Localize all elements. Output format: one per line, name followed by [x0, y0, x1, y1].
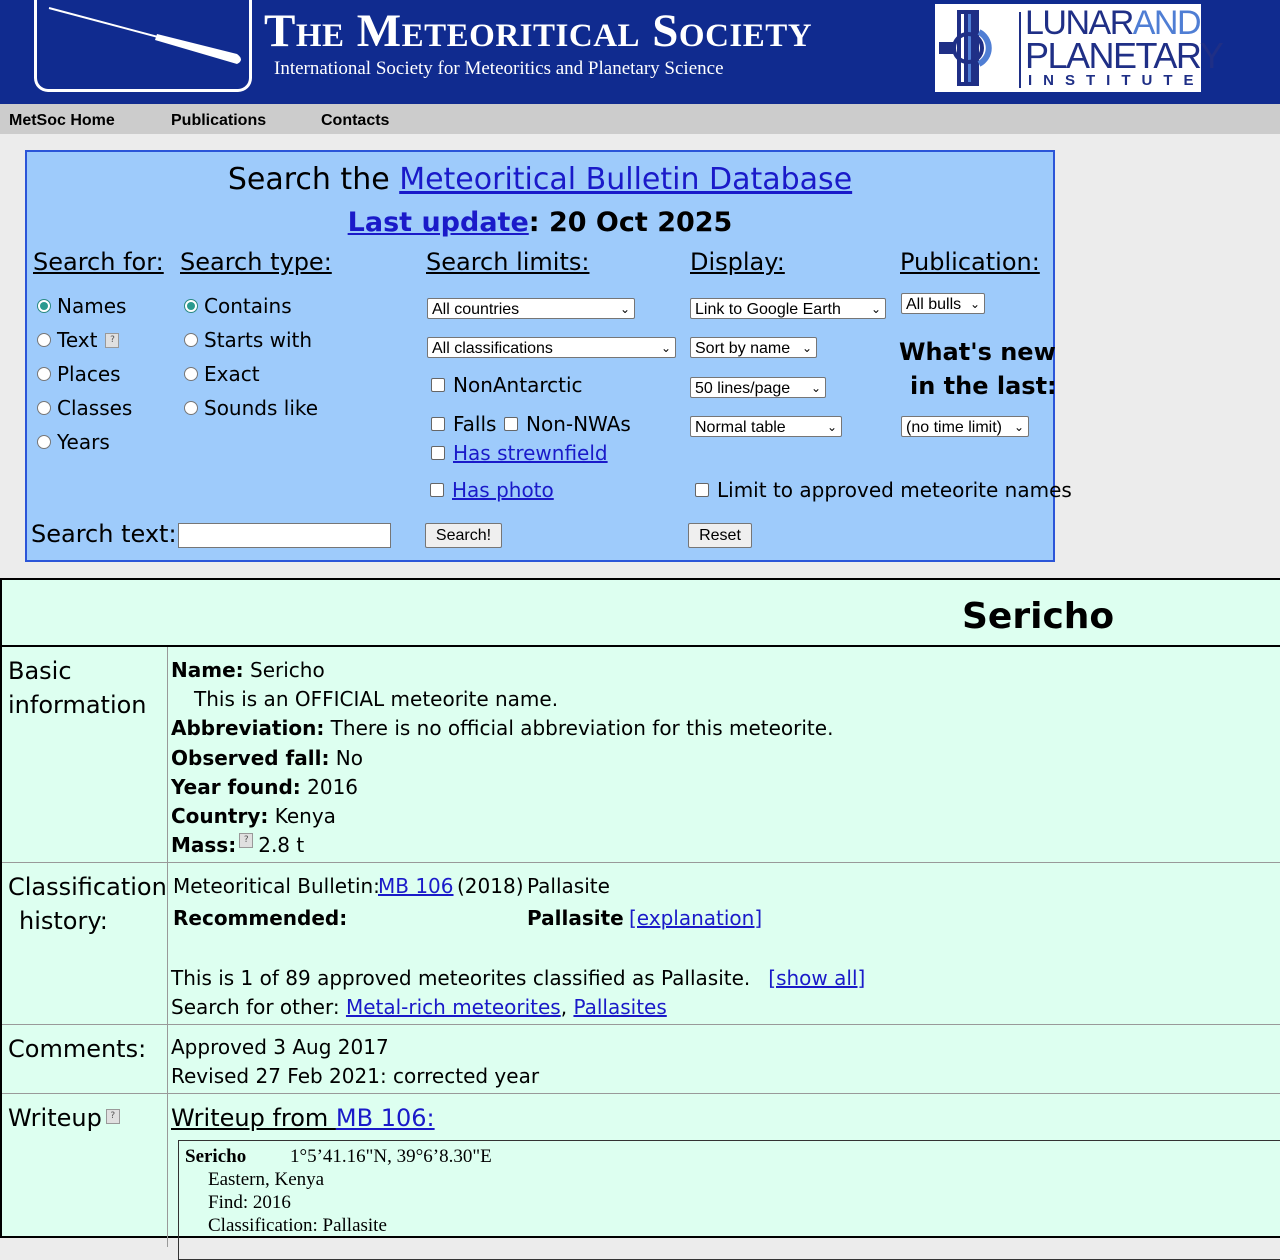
- mb-year: (2018): [457, 874, 524, 898]
- last-update: Last update: 20 Oct 2025: [347, 207, 733, 238]
- mb-106-link[interactable]: MB 106: [378, 874, 454, 898]
- lpi-logo[interactable]: [935, 4, 1223, 92]
- mb-label: Meteoritical Bulletin:: [173, 874, 380, 898]
- help-icon[interactable]: ?: [239, 833, 253, 848]
- lpi-line-3: INSTITUTE: [1028, 72, 1205, 89]
- photo-link[interactable]: Has photo: [452, 478, 554, 502]
- recommended-value: Pallasite: [527, 906, 624, 930]
- database-link[interactable]: Meteoritical Bulletin Database: [399, 162, 853, 197]
- radio-starts-with[interactable]: Starts with: [184, 328, 312, 352]
- table-style-select[interactable]: Normal table ⌄: [690, 416, 842, 437]
- nav-metsoc-home[interactable]: MetSoc Home: [9, 112, 115, 129]
- radio-dot[interactable]: [37, 435, 51, 449]
- search-for-heading: Search for:: [33, 248, 164, 276]
- basic-info-label: Basic information: [8, 657, 147, 719]
- column-divider: [167, 647, 168, 1247]
- whats-new-label-1: What's new: [899, 338, 1056, 366]
- search-text-input[interactable]: [178, 523, 391, 548]
- country-select[interactable]: All countries ⌄: [427, 298, 635, 319]
- observed-fall-row: Observed fall: No: [171, 746, 363, 770]
- sort-select[interactable]: Sort by name ⌄: [690, 337, 817, 358]
- time-limit-select[interactable]: (no time limit) ⌄: [901, 416, 1029, 437]
- non-nwas-checkbox[interactable]: Non-NWAs: [504, 412, 631, 436]
- chevron-down-icon: ⌄: [619, 302, 630, 316]
- checkbox-box[interactable]: [504, 417, 518, 431]
- chevron-down-icon: ⌄: [660, 341, 671, 355]
- chevron-down-icon: ⌄: [801, 341, 812, 355]
- pallasites-link[interactable]: Pallasites: [573, 995, 667, 1019]
- row-divider: [2, 1024, 1280, 1025]
- radio-classes[interactable]: Classes: [37, 396, 132, 420]
- classification-select[interactable]: All classifications ⌄: [427, 337, 676, 358]
- help-icon[interactable]: ?: [105, 333, 119, 348]
- radio-dot[interactable]: [184, 367, 198, 381]
- radio-dot[interactable]: [37, 367, 51, 381]
- radio-contains[interactable]: Contains: [184, 294, 292, 318]
- chevron-down-icon: ⌄: [870, 302, 881, 316]
- whats-new-label-2: in the last:: [910, 372, 1057, 400]
- meteorite-record: [0, 578, 1280, 1238]
- abbreviation-row: Abbreviation: There is no official abbreviation for this meteorite.: [171, 716, 834, 740]
- bulls-select[interactable]: All bulls ⌄: [901, 293, 985, 314]
- nav-bar: [0, 104, 1280, 134]
- radio-names[interactable]: Names: [37, 294, 126, 318]
- radio-text[interactable]: Text ?: [37, 328, 119, 352]
- lines-per-page-select[interactable]: 50 lines/page ⌄: [690, 377, 826, 398]
- help-icon[interactable]: ?: [106, 1109, 120, 1124]
- nav-contacts[interactable]: Contacts: [321, 112, 390, 129]
- falls-checkbox[interactable]: Falls: [431, 412, 496, 436]
- year-found-row: Year found: 2016: [171, 775, 359, 799]
- society-title: The Meteoritical Society: [264, 5, 813, 57]
- radio-sounds-like[interactable]: Sounds like: [184, 396, 318, 420]
- radio-dot[interactable]: [184, 401, 198, 415]
- photo-checkbox[interactable]: [430, 478, 554, 502]
- last-update-link[interactable]: Last update: [347, 207, 529, 238]
- strewnfield-checkbox[interactable]: [431, 441, 608, 465]
- name-row: Name: Sericho: [171, 658, 325, 682]
- comment-approved: Approved 3 Aug 2017: [171, 1035, 389, 1059]
- display-heading: Display:: [690, 248, 785, 276]
- lpi-line-2: PLANETARY: [1025, 35, 1223, 76]
- writeup-classification: Classification: Pallasite: [208, 1215, 387, 1236]
- site-header: [0, 0, 1280, 104]
- lpi-divider: [1019, 12, 1021, 88]
- radio-dot[interactable]: [37, 299, 51, 313]
- display-select[interactable]: Link to Google Earth ⌄: [690, 298, 886, 319]
- metal-rich-link[interactable]: Metal-rich meteorites: [345, 995, 561, 1019]
- writeup-label: Writeup ?: [8, 1101, 120, 1135]
- search-title: Search the Meteoritical Bulletin Database: [227, 162, 853, 197]
- search-limits-heading: Search limits:: [426, 248, 590, 276]
- checkbox-box[interactable]: [431, 446, 445, 460]
- search-button[interactable]: Search!: [425, 523, 502, 548]
- row-divider: [2, 1093, 1280, 1094]
- mb-class: Pallasite: [527, 874, 610, 898]
- radio-dot[interactable]: [184, 299, 198, 313]
- writeup-mb-link[interactable]: MB 106:: [335, 1104, 435, 1132]
- radio-years[interactable]: Years: [37, 430, 110, 454]
- comments-label: Comments:: [8, 1035, 147, 1063]
- radio-dot[interactable]: [184, 333, 198, 347]
- search-text-label: Search text:: [31, 520, 177, 548]
- radio-dot[interactable]: [37, 333, 51, 347]
- checkbox-box[interactable]: [695, 483, 709, 497]
- radio-dot[interactable]: [37, 401, 51, 415]
- country-row: Country: Kenya: [171, 804, 336, 828]
- lpi-mark-icon: [935, 4, 1019, 92]
- title-divider: [2, 645, 1280, 647]
- writeup-find: Find: 2016: [208, 1192, 291, 1213]
- writeup-coords: 1°5’41.16"N, 39°6’8.30"E: [290, 1146, 492, 1167]
- lpi-line-1: LUNARAND: [1025, 4, 1201, 42]
- classification-label: Classification history:: [8, 873, 167, 935]
- radio-places[interactable]: Places: [37, 362, 121, 386]
- approved-names-checkbox[interactable]: Limit to approved meteorite names: [695, 478, 1072, 502]
- search-other-row: Search for other: Metal-rich meteorites, Pallasites: [171, 995, 667, 1019]
- mass-row: Mass: ? 2.8 t: [171, 833, 305, 857]
- search-panel: [25, 150, 1072, 562]
- writeup-name: Sericho: [185, 1146, 247, 1167]
- writeup-heading: Writeup from MB 106:: [171, 1104, 435, 1132]
- radio-exact[interactable]: Exact: [184, 362, 260, 386]
- nonantarctic-checkbox[interactable]: NonAntarctic: [431, 373, 583, 397]
- chevron-down-icon: ⌄: [810, 381, 821, 395]
- official-note: This is an OFFICIAL meteorite name.: [194, 687, 559, 711]
- publication-heading: Publication:: [900, 248, 1040, 276]
- comment-revised: Revised 27 Feb 2021: corrected year: [171, 1064, 540, 1088]
- checkbox-box[interactable]: [431, 417, 445, 431]
- row-divider: [2, 862, 1280, 863]
- meteor-icon: [37, 0, 249, 92]
- society-subtitle: International Society for Meteoritics and Planetary Science: [274, 58, 724, 79]
- checkbox-box[interactable]: [430, 483, 444, 497]
- chevron-down-icon: ⌄: [969, 297, 980, 311]
- writeup-place: Eastern, Kenya: [208, 1169, 325, 1190]
- metsoc-logo[interactable]: [34, 0, 252, 92]
- chevron-down-icon: ⌄: [826, 420, 837, 434]
- show-all-link[interactable]: [show all]: [768, 966, 866, 990]
- writeup-box: [178, 1140, 1280, 1260]
- explanation-link[interactable]: [explanation]: [629, 906, 763, 930]
- checkbox-box[interactable]: [431, 378, 445, 392]
- record-title: Sericho: [962, 596, 1115, 637]
- reset-button[interactable]: Reset: [688, 523, 752, 548]
- approved-count: This is 1 of 89 approved meteorites classified as Pallasite. [show all]: [171, 966, 866, 990]
- nav-publications[interactable]: Publications: [171, 112, 267, 129]
- strewnfield-link[interactable]: Has strewnfield: [453, 441, 608, 465]
- search-type-heading: Search type:: [180, 248, 332, 276]
- recommended-label: Recommended:: [173, 906, 348, 930]
- chevron-down-icon: ⌄: [1013, 420, 1024, 434]
